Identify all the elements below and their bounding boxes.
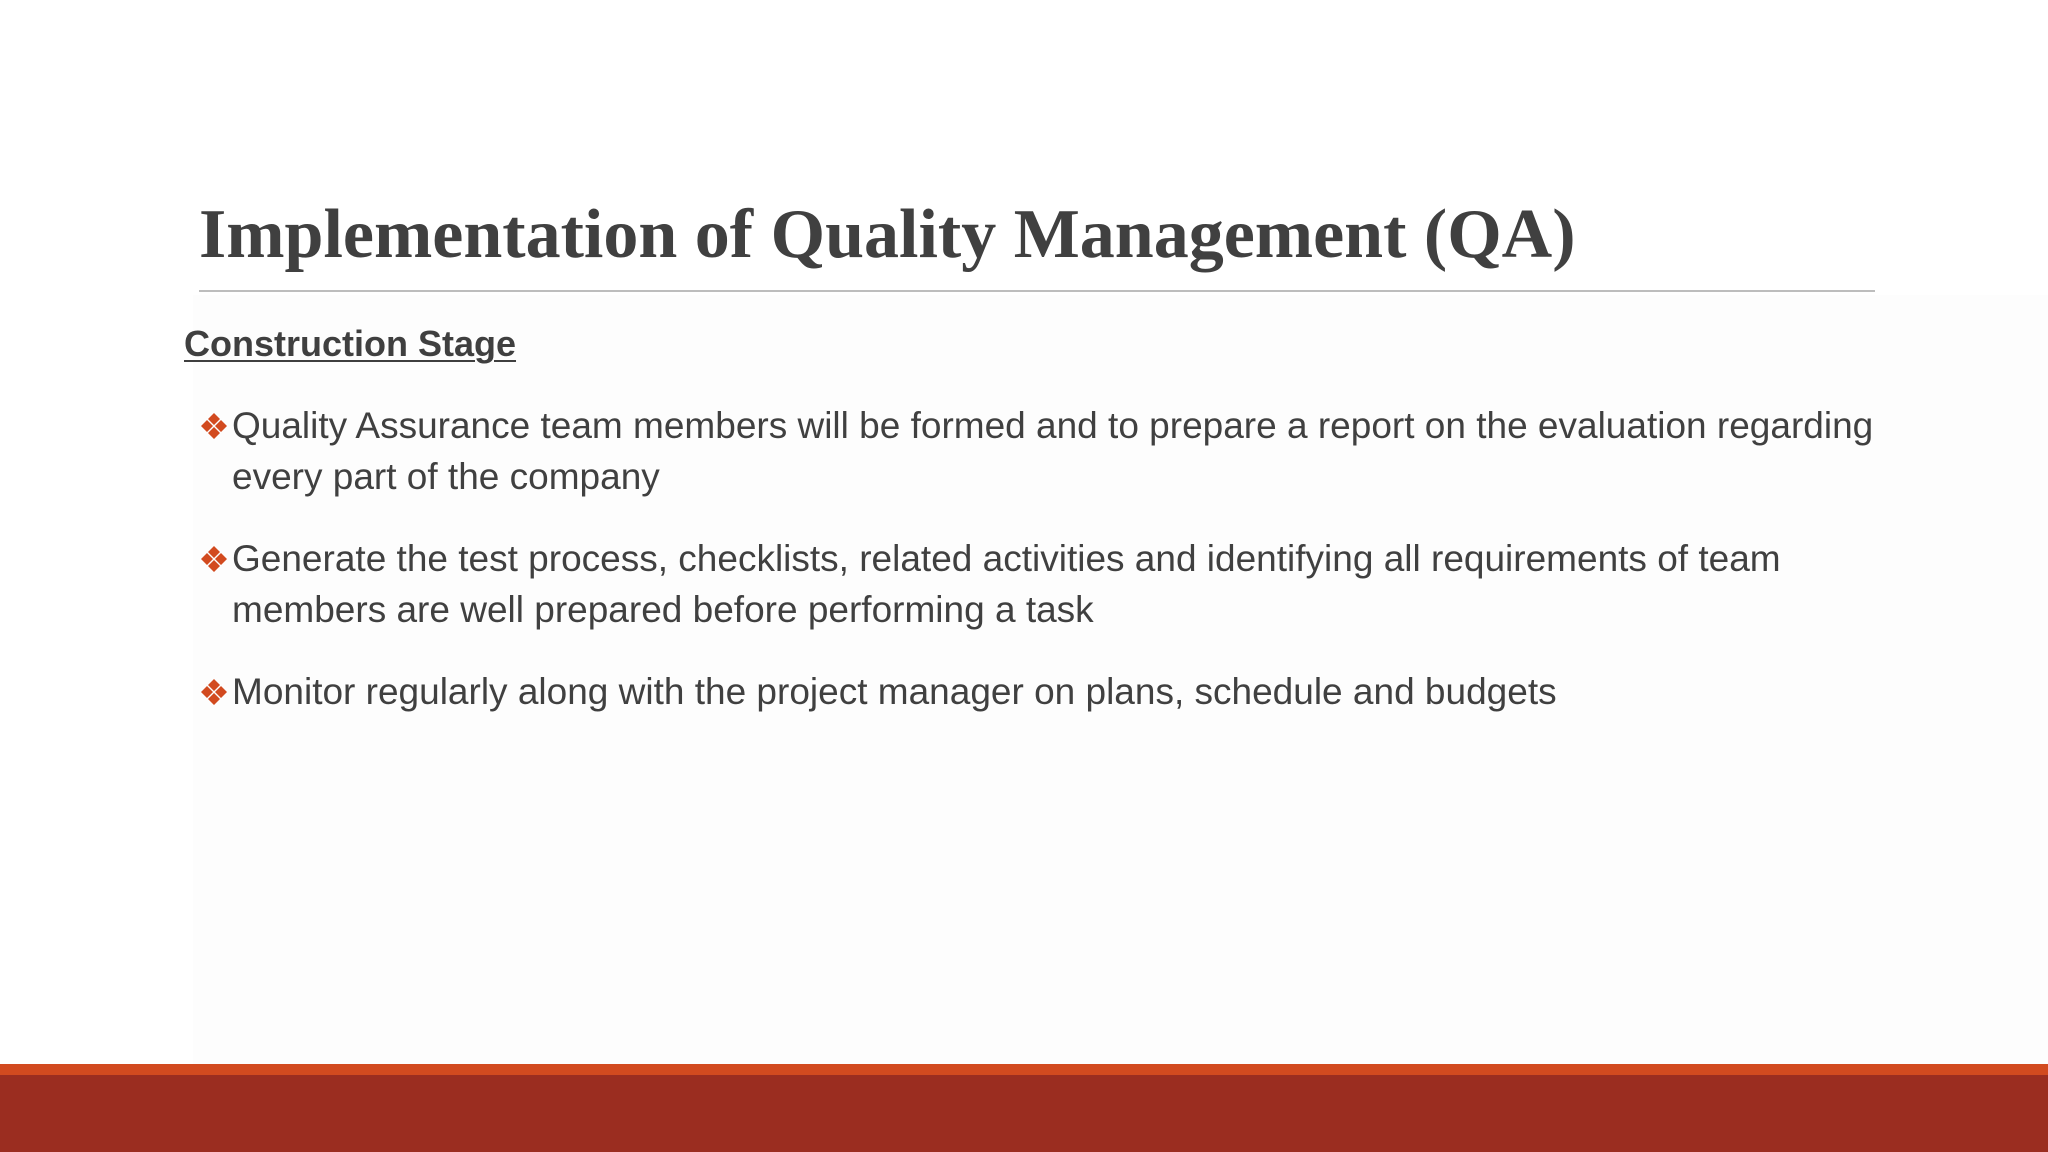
- bullet-text: Monitor regularly along with the project manager on plans, schedule and budgets: [232, 671, 1557, 712]
- four-diamond-bullet-icon: [200, 412, 228, 440]
- bullet-text: Quality Assurance team members will be formed and to prepare a report on the evaluation regarding every part of the company: [232, 405, 1874, 497]
- slide-title: Implementation of Quality Management (QA): [199, 196, 1576, 273]
- bullet-item: [187, 400, 1887, 502]
- title-divider: [199, 290, 1875, 292]
- footer-bar: [0, 1075, 2048, 1152]
- bullet-item: [187, 666, 1887, 717]
- bullet-text: Generate the test process, checklists, related activities and identifying all requirements of team members are well prepared before performing a task: [232, 538, 1781, 630]
- four-diamond-bullet-icon: [200, 545, 228, 573]
- bullet-list: [187, 400, 1887, 748]
- footer-accent-stripe: [0, 1064, 2048, 1075]
- section-heading: Construction Stage: [184, 323, 517, 364]
- four-diamond-bullet-icon: [200, 678, 228, 706]
- bullet-item: [187, 533, 1887, 635]
